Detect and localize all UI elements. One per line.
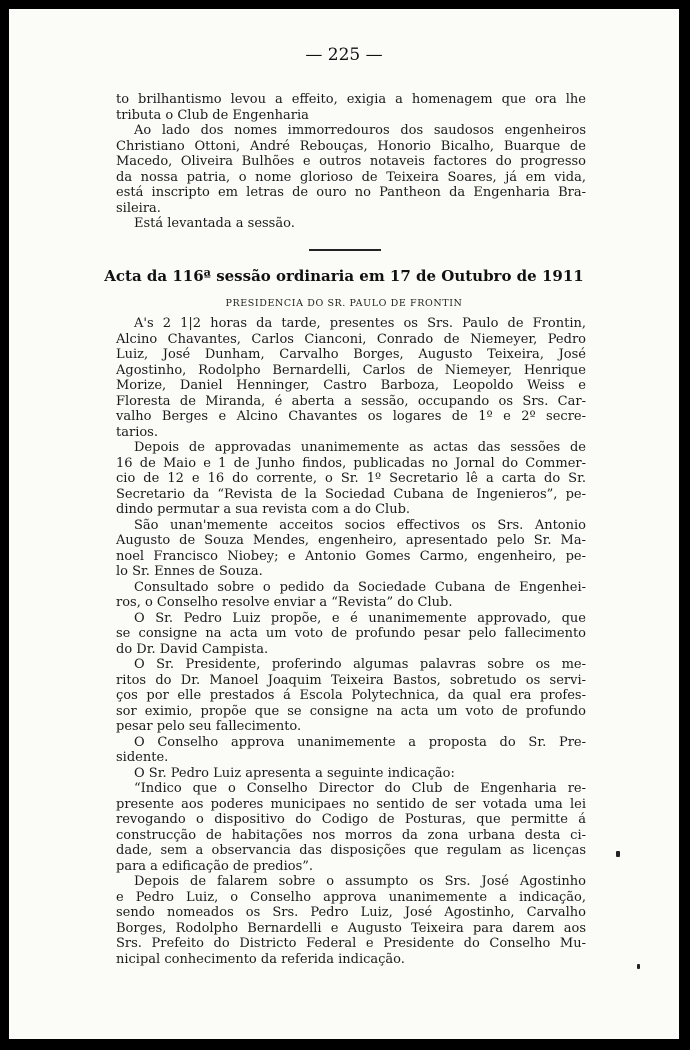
text-line: e Pedro Luiz, o Conselho approva unanimemente a indicação,	[116, 889, 586, 905]
text-line: sileira.	[116, 200, 161, 216]
text-line: Está levantada a sessão.	[134, 216, 295, 231]
text-line: Luiz, José Dunham, Carvalho Borges, Augusto Teixeira, José	[116, 347, 586, 362]
text-line: da nossa patria, o nome glorioso de Teixeira Soares, já em vida,	[116, 169, 586, 185]
text-line: Srs. Prefeito do Districto Federal e Presidente do Conselho Mu-	[116, 936, 586, 951]
text-line: Borges, Rodolpho Bernardelli e Augusto Teixeira para darem aos	[116, 920, 586, 936]
text-line: Depois de approvadas unanimemente as actas das sessões de	[134, 440, 586, 455]
text-line: Christiano Ottoni, André Rebouças, Honorio Bicalho, Buarque de	[116, 138, 586, 154]
text-line: O Sr. Presidente, proferindo algumas palavras sobre os me-	[134, 657, 586, 672]
text-line: do Dr. David Campista.	[116, 641, 269, 657]
text-line: Consultado sobre o pedido da Sociedade Cubana de Engenhei-	[134, 579, 586, 595]
text-line: sidente.	[116, 750, 169, 765]
text-line: lo Sr. Ennes de Souza.	[116, 564, 263, 579]
text-line: construcção de habitações nos morros da zona urbana desta ci-	[116, 827, 586, 843]
acta-title: Acta da 116ª sessão ordinaria em 17 de Outubro de 1911	[104, 267, 584, 285]
text-line: sor eximio, propõe que se consigne na acta um voto de profundo	[116, 703, 586, 719]
ink-speck	[637, 964, 640, 969]
text-line: Agostinho, Rodolpho Bernardelli, Carlos de Niemeyer, Henrique	[116, 362, 586, 378]
text-line: “Indico que o Conselho Director do Club de Engenharia re-	[134, 781, 586, 796]
text-line: Alcino Chavantes, Carlos Cianconi, Conrado de Niemeyer, Pedro	[116, 331, 586, 347]
text-line: 16 de Maio e 1 de Junho findos, publicadas no Jornal do Commer-	[116, 455, 586, 471]
text-line: O Sr. Pedro Luiz apresenta a seguinte indicação:	[134, 765, 455, 781]
text-line: O Conselho approva unanimemente a proposta do Sr. Pre-	[134, 734, 586, 750]
closing-text	[116, 92, 586, 232]
ink-speck	[616, 851, 620, 857]
text-line: sendo nomeados os Srs. Pedro Luiz, José Agostinho, Carvalho	[116, 905, 586, 920]
text-line: Macedo, Oliveira Bulhões e outros notaveis factores do progresso	[116, 154, 586, 169]
text-line: nicipal conhecimento da referida indicação.	[116, 951, 405, 967]
text-line: ritos do Dr. Manoel Joaquim Teixeira Bastos, sobretudo os servi-	[116, 672, 586, 688]
text-line: ços por elle prestados á Escola Polytechnica, da qual era profes-	[116, 688, 586, 703]
text-line: Secretario da “Revista de la Sociedad Cubana de Ingenieros”, pe-	[116, 486, 586, 502]
text-line: Morize, Daniel Henninger, Castro Barboza, Leopoldo Weiss e	[116, 378, 586, 393]
text-line: tributa o Club de Engenharia	[116, 107, 309, 123]
text-line: Augusto de Souza Mendes, engenheiro, apresentado pelo Sr. Ma-	[116, 533, 586, 548]
section-divider	[309, 249, 381, 251]
text-line: O Sr. Pedro Luiz propõe, e é unanimemente approvado, que	[134, 610, 586, 626]
text-line: ros, o Conselho resolve enviar a “Revista” do Club.	[116, 595, 453, 610]
text-line: A's 2 1|2 horas da tarde, presentes os Srs. Paulo de Frontin,	[134, 316, 586, 331]
text-line: São unan'memente acceitos socios effectivos os Srs. Antonio	[134, 517, 586, 533]
text-line: revogando o dispositivo do Codigo de Posturas, que permitte á	[116, 812, 586, 827]
acta-body	[116, 316, 586, 967]
text-line: Ao lado dos nomes immorredouros dos saudosos engenheiros	[134, 123, 586, 138]
text-line: Floresta de Miranda, é aberta a sessão, occupando os Srs. Car-	[116, 393, 586, 409]
text-line: to brilhantismo levou a effeito, exigia a homenagem que ora lhe	[116, 92, 586, 107]
text-line: tarios.	[116, 424, 158, 440]
text-line: cio de 12 e 16 do corrente, o Sr. 1º Secretario lê a carta do Sr.	[116, 471, 586, 486]
text-line: presente aos poderes municipaes no sentido de ser votada uma lei	[116, 796, 586, 812]
text-line: valho Berges e Alcino Chavantes os logares de 1º e 2º secre-	[116, 409, 586, 424]
document-page	[9, 9, 679, 1039]
text-line: Depois de falarem sobre o assumpto os Srs. José Agostinho	[134, 874, 586, 889]
page-number: — 225 —	[305, 45, 383, 65]
text-line: dindo permutar a sua revista com a do Club.	[116, 502, 411, 517]
text-line: pesar pelo seu fallecimento.	[116, 719, 302, 734]
text-line: dade, sem a observancia das disposições que regulam as licenças	[116, 843, 586, 858]
presidency-line: PRESIDENCIA DO SR. PAULO DE FRONTIN	[225, 298, 463, 309]
text-line: está inscripto em letras de ouro no Pantheon da Engenharia Bra-	[116, 185, 586, 200]
text-line: noel Francisco Niobey; e Antonio Gomes Carmo, engenheiro, pe-	[116, 548, 586, 564]
text-line: para a edificação de predios”.	[116, 858, 314, 874]
text-line: se consigne na acta um voto de profundo pesar pelo fallecimento	[116, 626, 586, 641]
